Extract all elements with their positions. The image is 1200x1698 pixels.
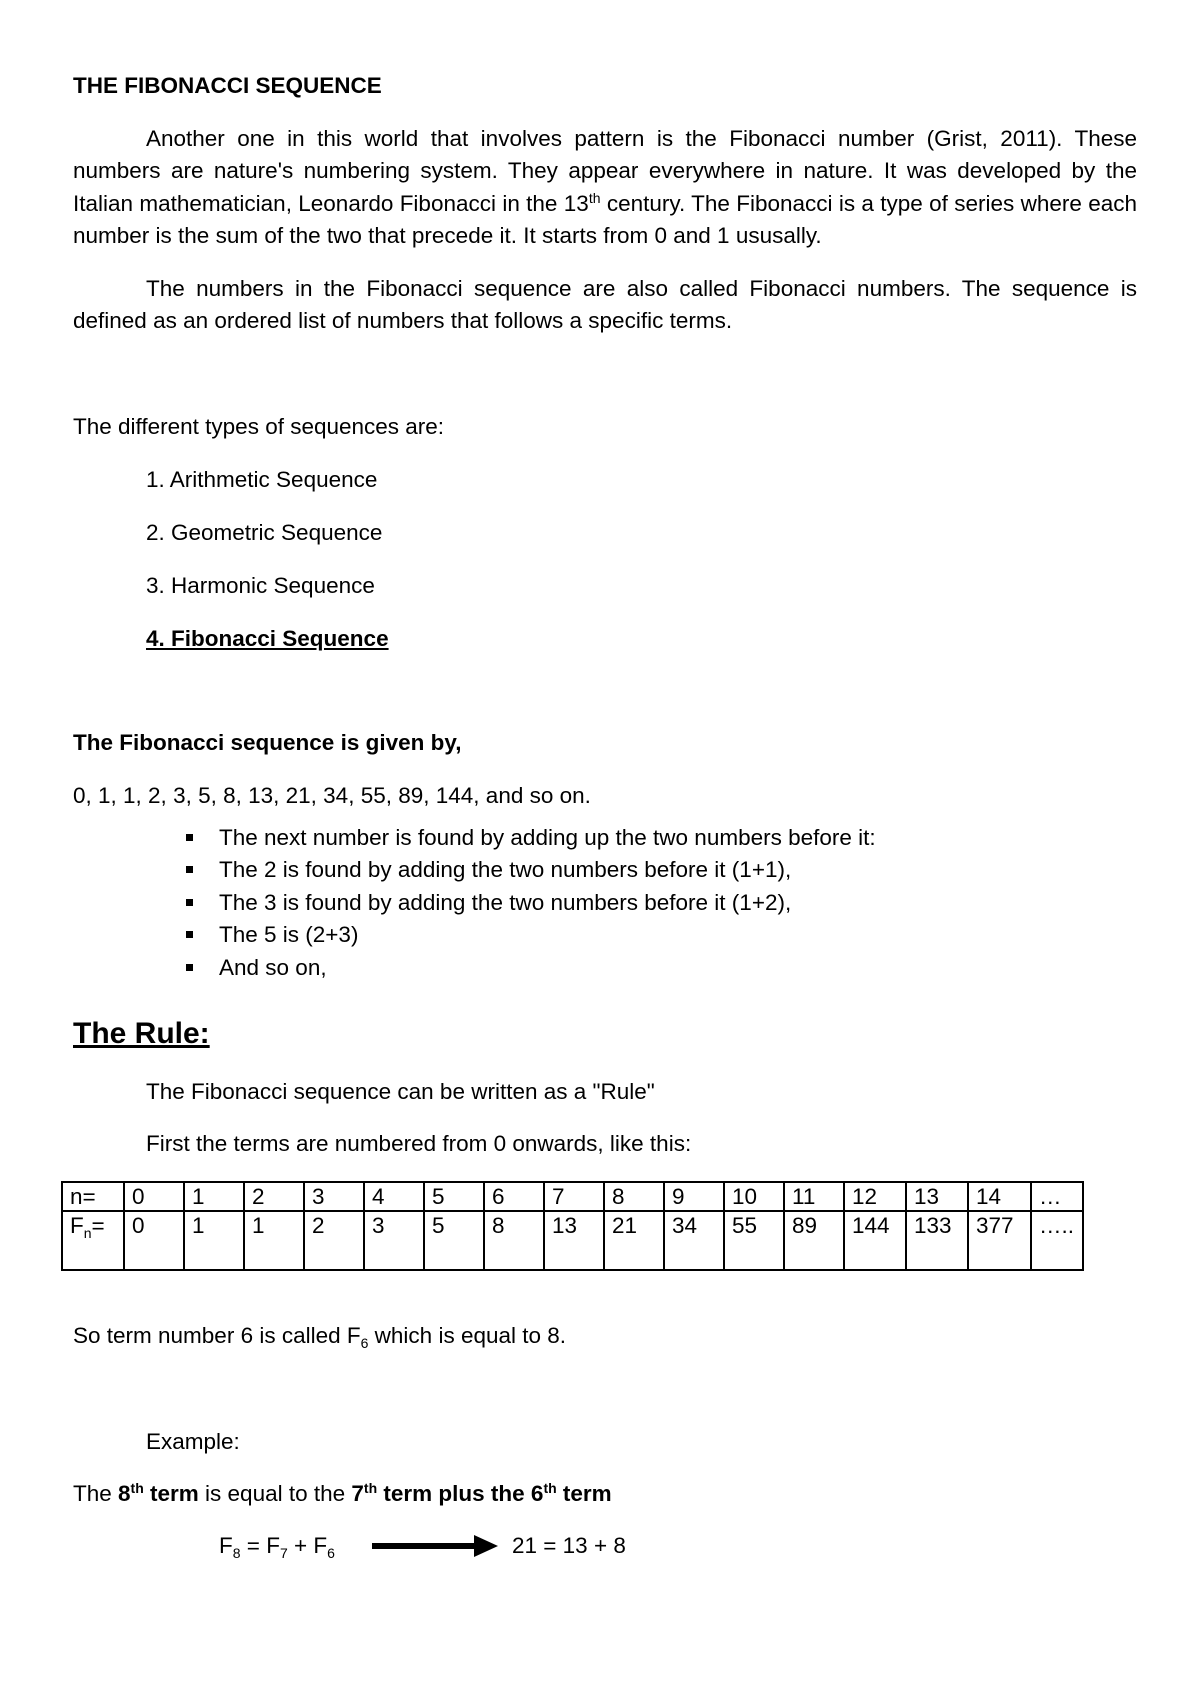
rule-text-2: First the terms are numbered from 0 onwards, like this: bbox=[146, 1131, 692, 1156]
table-cell: 12 bbox=[844, 1182, 906, 1211]
square-bullet-icon bbox=[186, 834, 193, 841]
table-row-n bbox=[62, 1182, 1083, 1211]
right-arrow-icon bbox=[372, 1533, 500, 1559]
intro-text-b: century. The Fibonacci is a type of series where each number is the sum of the two that precede it. It starts from 0 and 1 ususally. bbox=[73, 190, 1137, 249]
table-row-label-fn: $F_n=$ bbox=[62, 1211, 124, 1270]
table-cell: 5 bbox=[424, 1211, 484, 1270]
table-cell: 3 bbox=[364, 1211, 424, 1270]
rule-heading: The Rule: bbox=[73, 1017, 210, 1050]
given-by-heading: The Fibonacci sequence is given by, bbox=[73, 730, 462, 755]
table-cell: 34 bbox=[664, 1211, 724, 1270]
square-bullet-icon bbox=[186, 964, 193, 971]
table-cell: 144 bbox=[844, 1211, 906, 1270]
table-cell: 9 bbox=[664, 1182, 724, 1211]
type-item-arithmetic: 1. Arithmetic Sequence bbox=[146, 467, 378, 492]
table-cell: 133 bbox=[906, 1211, 968, 1270]
table-cell: 21 bbox=[604, 1211, 664, 1270]
square-bullet-icon bbox=[186, 866, 193, 873]
table-cell: 7 bbox=[544, 1182, 604, 1211]
table-cell: 2 bbox=[244, 1182, 304, 1211]
table-cell: 13 bbox=[906, 1182, 968, 1211]
table-cell: 1 bbox=[244, 1211, 304, 1270]
table-cell: 55 bbox=[724, 1211, 784, 1270]
table-cell: 1 bbox=[184, 1211, 244, 1270]
example-line: The 8th term is equal to the 7th term plus the 6th term bbox=[73, 1480, 612, 1506]
table-cell: 10 bbox=[724, 1182, 784, 1211]
intro-paragraph bbox=[73, 123, 1137, 253]
table-row-fn bbox=[62, 1211, 1083, 1270]
table-cell: 5 bbox=[424, 1182, 484, 1211]
term-line: So term number 6 is called $F_6$ which is equal to 8. bbox=[73, 1323, 567, 1351]
equation-formula: $F_8 = F_7 + F_6$ bbox=[219, 1533, 335, 1561]
fibonacci-table bbox=[61, 1181, 1084, 1271]
table-cell: ….. bbox=[1031, 1211, 1083, 1270]
table-row-label-n: n= bbox=[62, 1182, 124, 1211]
square-bullet-icon bbox=[186, 899, 193, 906]
types-intro: The different types of sequences are: bbox=[73, 414, 445, 439]
table-cell: 4 bbox=[364, 1182, 424, 1211]
intro-text-a: Another one in this world that involves pattern is the Fibonacci number (Grist, 2011). These numbers are nature's numbering system. They appear everywhere in nature. It was developed by the Italian mathematician, Leonardo Fibonacci in the 13 bbox=[73, 126, 1137, 216]
table-cell: 377 bbox=[968, 1211, 1031, 1270]
table-cell: 0 bbox=[124, 1211, 184, 1270]
rule-text-1: The Fibonacci sequence can be written as a "Rule" bbox=[146, 1079, 655, 1104]
intro-superscript: th bbox=[588, 189, 601, 206]
definition-paragraph bbox=[73, 273, 1137, 338]
table-cell: 1 bbox=[184, 1182, 244, 1211]
type-item-fibonacci: 4. Fibonacci Sequence bbox=[146, 626, 389, 651]
table-cell: 3 bbox=[304, 1182, 364, 1211]
document-page: THE FIBONACCI SEQUENCE Another one in this world that involves pattern is the Fibonacci number (Grist, 2011). These numbers are nature's numbering system. They appear everywhere in nature. It was developed by the Italian mathematician, Leonardo Fibonacci in the 13th century. The Fibonacci is a type of series where each number is the sum of the two that precede it. It starts from 0 and 1 ususally. The numbers in the Fibonacci sequence are also called Fibonacci numbers. The sequence is defined as an ordered list of numbers that follows a specific terms. The different types of sequences are: 1. Arithmetic Sequence 2. Geometric Sequence 3. Harmonic Sequence 4. Fibonacci Sequence The Fibonacci sequence is given by, 0, 1, 1, 2, 3, 5, 8, 13, 21, 34, 55, 89, 144, and so on. The next number is found by adding up the two numbers before it: The 2 is found by adding the two numbers before it (1+1), The 3 is found by adding the two numbers before it (1+2), The 5 is (2+3) And so on, The Rule: The Fibonacci sequence can be written as a "Rule" First the terms are numbered from 0 onwards, like this: n= 0 1 2 3 4 5 6 7 8 9 10 11 12 13 14 … $F_n=$ 0 1 1 2 3 5 8 13 21 34 55 89 144 133 377 ….. So term number 6 is called $F_6$ which is equal to 8. Example: The 8th term is equal to the 7th term plus the 6th term $F_8 = F_7 + F_6$ 21 = 13 + 8 bbox=[0, 0, 1200, 1698]
table-cell: 8 bbox=[484, 1211, 544, 1270]
table-cell: 11 bbox=[784, 1182, 844, 1211]
table-cell: 8 bbox=[604, 1182, 664, 1211]
square-bullet-icon bbox=[186, 931, 193, 938]
equation-result: 21 = 13 + 8 bbox=[512, 1533, 626, 1558]
table-cell: 2 bbox=[304, 1211, 364, 1270]
type-item-harmonic: 3. Harmonic Sequence bbox=[146, 573, 375, 598]
type-item-geometric: 2. Geometric Sequence bbox=[146, 520, 383, 545]
table-cell: 0 bbox=[124, 1182, 184, 1211]
table-cell: 89 bbox=[784, 1211, 844, 1270]
table-cell: … bbox=[1031, 1182, 1083, 1211]
table-cell: 6 bbox=[484, 1182, 544, 1211]
table-cell: 14 bbox=[968, 1182, 1031, 1211]
definition-text: The numbers in the Fibonacci sequence are also called Fibonacci numbers. The sequence is defined as an ordered list of numbers that follows a specific terms. bbox=[73, 276, 1137, 334]
table-cell: 13 bbox=[544, 1211, 604, 1270]
sequence-line: 0, 1, 1, 2, 3, 5, 8, 13, 21, 34, 55, 89, 144, and so on. bbox=[73, 783, 591, 808]
document-heading: THE FIBONACCI SEQUENCE bbox=[73, 73, 382, 98]
example-label: Example: bbox=[146, 1429, 240, 1454]
